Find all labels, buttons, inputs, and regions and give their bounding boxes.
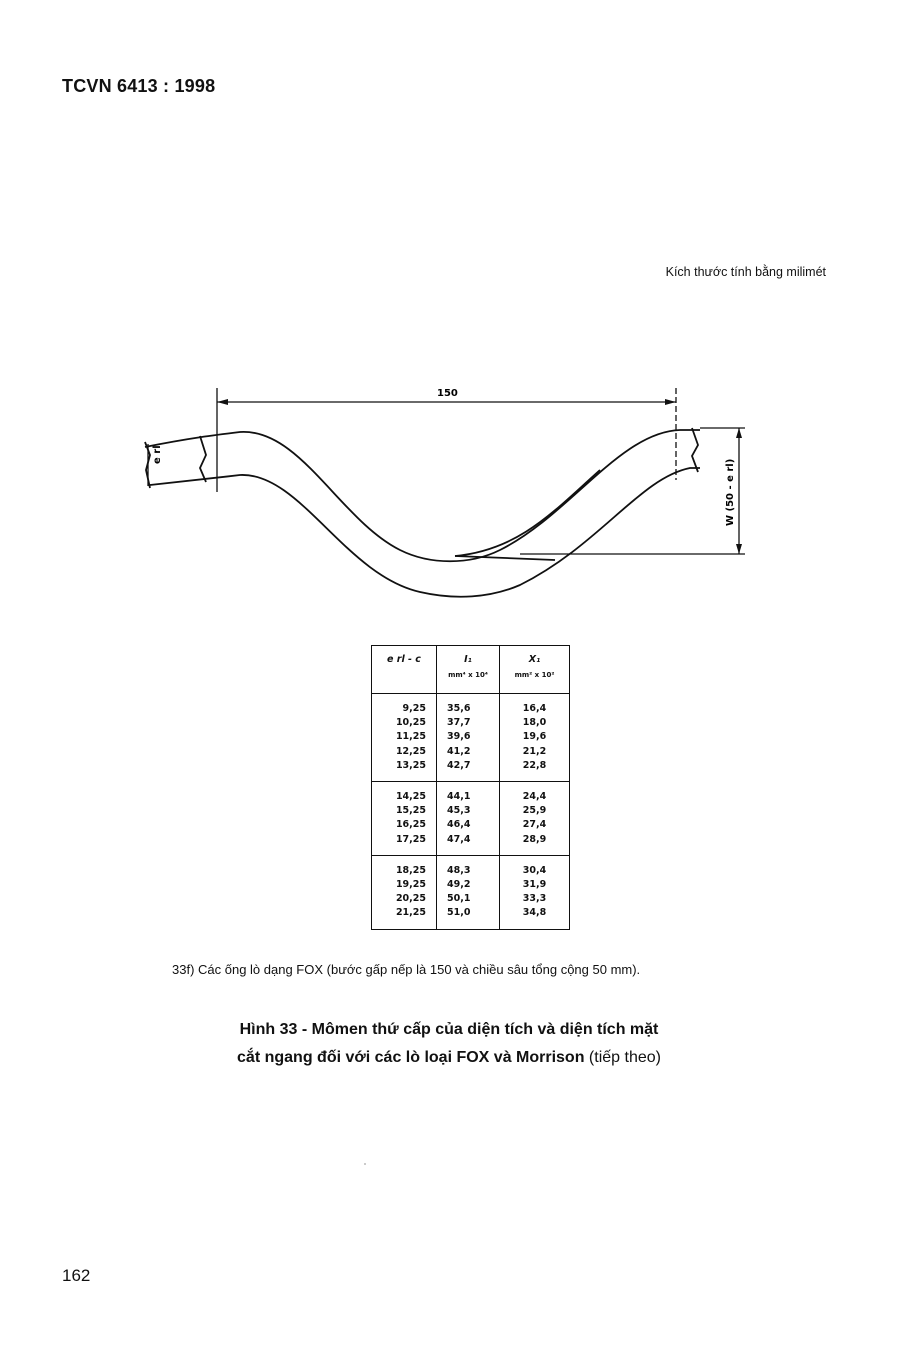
header-erl-c: e rl - c [372,646,437,694]
table-row: 16,25 46,4 27,4 [372,818,570,832]
pitch-dimension-label: 150 [437,388,458,399]
page-number: 162 [62,1266,91,1285]
table-row: 21,25 51,0 34,8 [372,906,570,929]
table-row: 20,25 50,1 33,3 [372,892,570,906]
table-row: 18,25 48,3 30,4 [372,855,570,878]
right-break-line [692,428,698,472]
left-break-line-2 [200,436,206,482]
table-row: 17,25 47,4 28,9 [372,833,570,856]
table-group-1 [372,694,570,782]
inner-profile-curve [150,468,700,597]
units-note: Kích thước tính bằng milimét [665,265,826,279]
table-row: 14,25 44,1 24,4 [372,782,570,805]
table-row: 13,25 42,7 22,8 [372,759,570,782]
table-row: 9,25 35,6 16,4 [372,694,570,717]
header-x1: X₁ mm² x 10² [500,646,570,694]
fold-return-curve [455,470,600,556]
table-group-3 [372,855,570,929]
figure-title [0,1016,898,1072]
outer-profile-curve [145,430,700,561]
table-row: 10,25 37,7 18,0 [372,716,570,730]
figure-title-line-2: cắt ngang đối với các lò loại FOX và Morrison (tiếp theo) [237,1049,661,1066]
table-row: 15,25 45,3 25,9 [372,804,570,818]
table-row: 11,25 39,6 19,6 [372,730,570,744]
table-row: 19,25 49,2 31,9 [372,878,570,892]
section-properties-table [371,645,570,930]
fox-profile-drawing [0,360,898,600]
depth-dimension-label: W (50 - e rl) [725,458,736,526]
fox-furnace-profile-figure [0,360,898,600]
figure-caption: 33f) Các ống lò dạng FOX (bước gấp nếp là 150 và chiều sâu tổng cộng 50 mm). [172,962,641,977]
standard-code-header: TCVN 6413 : 1998 [62,76,216,96]
section-properties-table-wrap [371,645,570,930]
table-row: 12,25 41,2 21,2 [372,745,570,759]
table-header-row [372,646,570,694]
scan-speck [364,1163,366,1165]
thickness-dimension-label: e rl [152,445,163,464]
figure-title-line-1: Hình 33 - Mômen thứ cấp của diện tích và diện tích mặt [239,1021,659,1038]
header-i1: I₁ mm⁴ x 10⁴ [437,646,500,694]
table-group-2 [372,782,570,856]
